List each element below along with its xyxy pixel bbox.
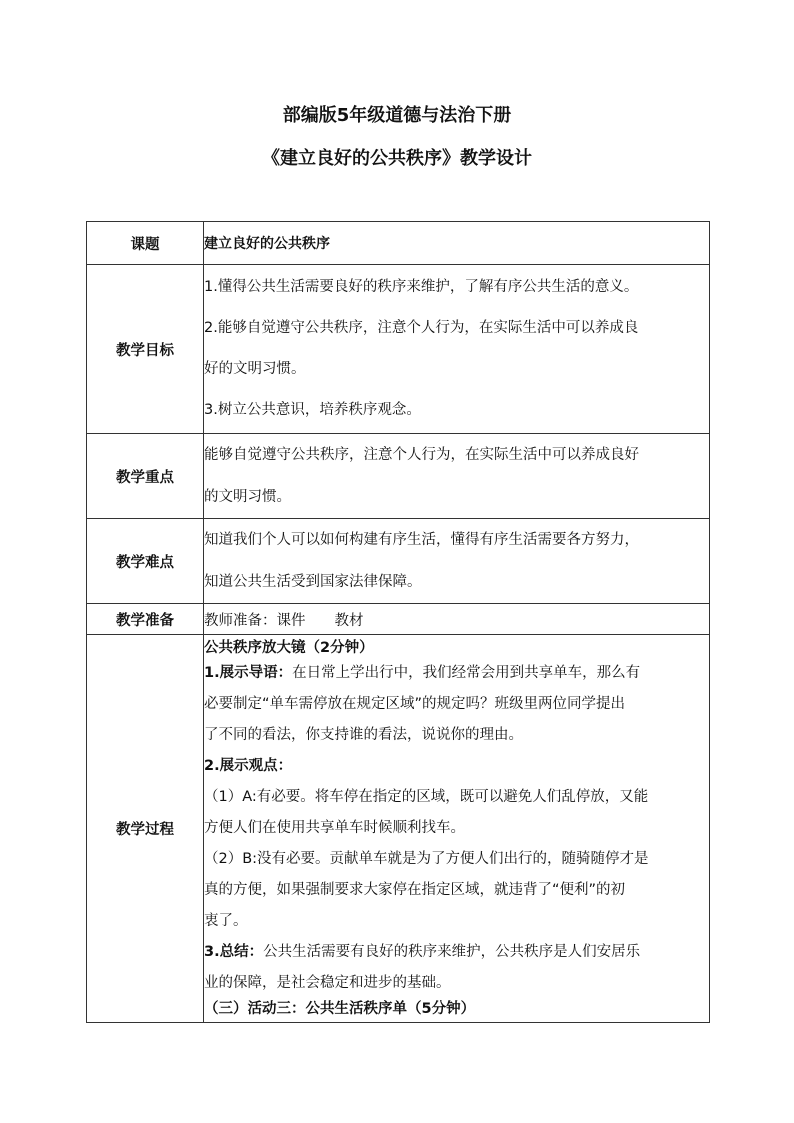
process-paragraph: 3.总结：公共生活需要有良好的秩序来维护，公共秩序是人们安居乐 xyxy=(204,944,641,960)
key-point-line: 能够自觉遵守公共秩序，注意个人行为，在实际生活中可以养成良好 xyxy=(204,447,639,463)
table-row-process xyxy=(87,635,710,1023)
view-b-line: 真的方便，如果强制要求大家停在指定区域，就违背了“便利”的初 xyxy=(204,882,626,898)
item1-label: 1.展示导语： xyxy=(204,665,293,681)
process-paragraph: 1.展示导语：在日常上学出行中，我们经常会用到共享单车，那么有 xyxy=(204,665,641,681)
preparation-content xyxy=(204,604,710,635)
difficulty-line: 知道我们个人可以如何构建有序生活，懂得有序生活需要各方努力， xyxy=(204,532,639,548)
preparation-value: 教师准备：课件 教材 xyxy=(204,612,364,629)
document-subtitle: 《建立良好的公共秩序》教学设计 xyxy=(262,148,532,169)
table-row-key-points xyxy=(87,434,710,519)
item3-label: 3.总结： xyxy=(204,944,264,960)
view-b-line: 衷了。 xyxy=(204,913,248,929)
process-heading: 公共秩序放大镜（2分钟） xyxy=(204,640,374,656)
key-point-line: 的文明习惯。 xyxy=(204,489,291,505)
difficulty-line: 知道公共生活受到国家法律保障。 xyxy=(204,574,422,590)
topic-value: 建立良好的公共秩序 xyxy=(204,222,710,265)
table-row-topic xyxy=(87,222,710,265)
view-a-line: 方便人们在使用共享单车时候顺利找车。 xyxy=(204,820,465,836)
view-b-line: （2）B:没有必要。贡献单车就是为了方便人们出行的，随骑随停才是 xyxy=(204,851,649,867)
goal-line: 1.懂得公共生活需要良好的秩序来维护，了解有序公共生活的意义。 xyxy=(204,279,639,295)
process-paragraph: 业的保障，是社会稳定和进步的基础。 xyxy=(204,975,451,991)
goals-content xyxy=(204,265,710,434)
difficulties-content xyxy=(204,519,710,604)
lesson-plan-table xyxy=(86,221,710,1023)
key-points-label: 教学重点 xyxy=(87,434,204,519)
key-points-content xyxy=(204,434,710,519)
view-a-line: （1）A:有必要。将车停在指定的区域，既可以避免人们乱停放，又能 xyxy=(204,789,649,805)
process-paragraph: 了不同的看法，你支持谁的看法，说说你的理由。 xyxy=(204,727,523,743)
document-title: 部编版5年级道德与法治下册 xyxy=(282,105,512,126)
goal-line: 好的文明习惯。 xyxy=(204,361,306,377)
activity3-heading: （三）活动三：公共生活秩序单（5分钟） xyxy=(204,1001,476,1017)
process-paragraph: 必要制定“单车需停放在规定区域”的规定吗？班级里两位同学提出 xyxy=(204,696,626,712)
preparation-label: 教学准备 xyxy=(87,604,204,635)
goal-line: 3.树立公共意识，培养秩序观念。 xyxy=(204,402,421,418)
process-content xyxy=(204,635,710,1023)
difficulties-label: 教学难点 xyxy=(87,519,204,604)
table-row-goals xyxy=(87,265,710,434)
table-row-preparation xyxy=(87,604,710,635)
goal-line: 2.能够自觉遵守公共秩序，注意个人行为，在实际生活中可以养成良 xyxy=(204,320,639,336)
item2-label: 2.展示观点： xyxy=(204,758,293,774)
table-row-difficulties xyxy=(87,519,710,604)
topic-label: 课题 xyxy=(87,222,204,265)
goals-label: 教学目标 xyxy=(87,265,204,434)
process-label: 教学过程 xyxy=(87,635,204,1023)
